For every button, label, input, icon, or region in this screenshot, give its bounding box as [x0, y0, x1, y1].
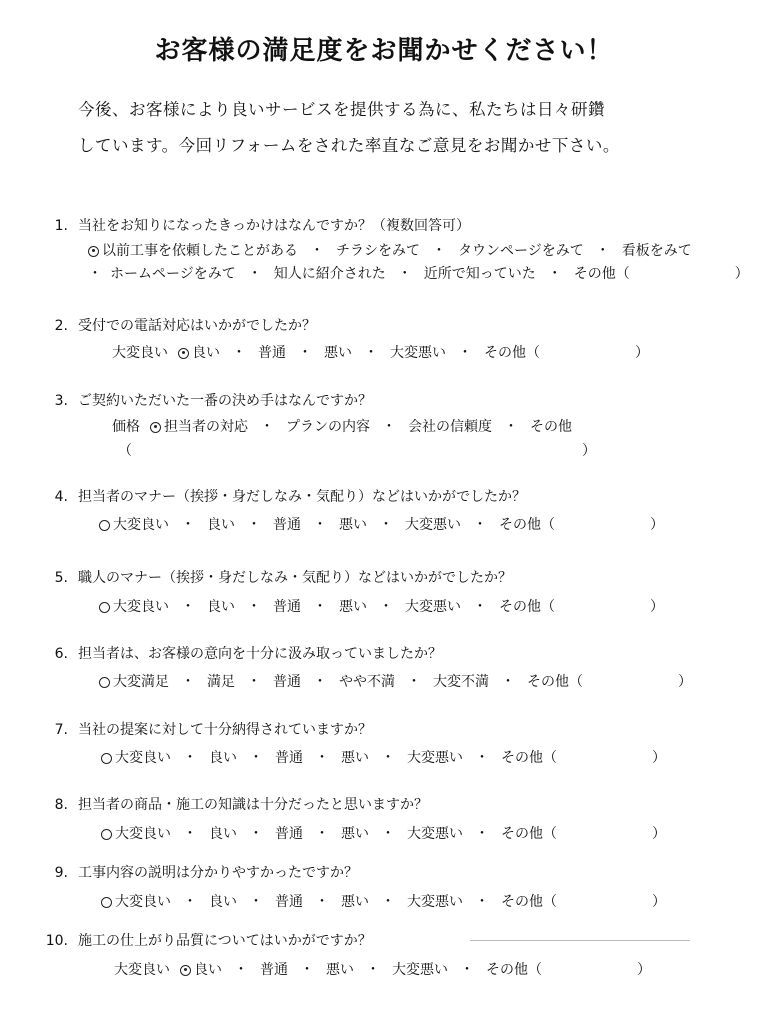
option-normal[interactable]: 普通 [273, 517, 301, 533]
separator: ・ [432, 243, 446, 259]
separator: ・ [407, 674, 421, 690]
option-bad[interactable]: 悪い [341, 894, 369, 910]
question-1-options-row-2 [88, 263, 749, 283]
option-bad[interactable]: 悪い [341, 826, 369, 842]
option-referral[interactable]: 知人に紹介された [273, 266, 386, 282]
question-2 [40, 315, 316, 335]
option-bad[interactable]: 悪い [339, 599, 367, 615]
option-other[interactable]: その他（ [486, 962, 542, 978]
question-text: 当社をお知りになったきっかけはなんですか？（複数回答可） [78, 218, 470, 234]
separator: ・ [458, 345, 472, 361]
separator: ・ [232, 345, 246, 361]
option-good[interactable]: 良い [207, 517, 235, 533]
question-text: ご契約いただいた一番の決め手はなんですか？ [78, 393, 372, 409]
question-number: 6. [54, 646, 68, 662]
option-other[interactable]: その他（ [573, 266, 630, 282]
option-very-bad[interactable]: 大変悪い [405, 517, 461, 533]
selected-circle-mark [99, 602, 110, 613]
question-text: 工事内容の説明は分かりやすかったですか？ [78, 865, 358, 881]
separator: ・ [473, 599, 487, 615]
separator: ・ [183, 750, 197, 766]
option-other[interactable]: その他（ [499, 599, 555, 615]
separator: ・ [397, 266, 412, 282]
close-paren: ） [652, 894, 666, 910]
close-paren: ） [678, 674, 692, 690]
question-4 [40, 486, 526, 506]
close-paren: ） [652, 826, 666, 842]
separator: ・ [249, 750, 263, 766]
option-signboard[interactable]: 看板をみて [621, 243, 692, 259]
option-bad[interactable]: 悪い [341, 750, 369, 766]
option-very-good[interactable]: 大変良い [112, 345, 168, 361]
option-normal[interactable]: 普通 [258, 345, 286, 361]
option-normal[interactable]: 普通 [275, 750, 303, 766]
selected-circle-mark [101, 897, 112, 908]
question-9 [40, 862, 358, 882]
option-good[interactable]: 良い [209, 750, 237, 766]
question-number: 7. [54, 722, 68, 738]
question-6 [40, 643, 442, 663]
option-very-bad[interactable]: 大変悪い [392, 962, 448, 978]
separator: ・ [315, 750, 329, 766]
question-number: 3. [54, 393, 68, 409]
question-1-options-row-1 [88, 240, 692, 260]
separator: ・ [381, 826, 395, 842]
option-good[interactable]: 良い [209, 826, 237, 842]
selected-circle-mark [150, 422, 161, 433]
separator: ・ [475, 826, 489, 842]
separator: ・ [298, 345, 312, 361]
question-9-options [101, 891, 666, 911]
option-previous-work[interactable]: 以前工事を依頼したことがある [88, 240, 298, 260]
option-other[interactable]: その他 [530, 419, 572, 435]
option-normal[interactable]: 普通 [275, 894, 303, 910]
question-number: 10. [45, 933, 68, 949]
question-5 [40, 567, 512, 587]
option-very-good[interactable]: 大変良い [101, 823, 171, 843]
separator: ・ [504, 419, 518, 435]
question-10-options [114, 959, 651, 979]
question-text: 施工の仕上がり品質についてはいかがですか？ [78, 933, 372, 949]
option-other[interactable]: その他（ [501, 750, 557, 766]
separator: ・ [181, 674, 195, 690]
option-normal[interactable]: 普通 [260, 962, 288, 978]
option-nearby[interactable]: 近所で知っていた [423, 266, 536, 282]
question-8-options [101, 823, 666, 843]
selected-circle-mark [101, 829, 112, 840]
separator: ・ [547, 266, 562, 282]
separator: ・ [181, 517, 195, 533]
option-town-page[interactable]: タウンページをみて [458, 243, 584, 259]
option-good[interactable]: 良い [180, 959, 222, 979]
separator: ・ [249, 826, 263, 842]
option-very-good[interactable]: 大変良い [99, 514, 169, 534]
question-number: 8. [54, 797, 68, 813]
option-very-good[interactable]: 大変良い [101, 891, 171, 911]
option-bad[interactable]: 悪い [326, 962, 354, 978]
option-very-bad[interactable]: 大変悪い [407, 750, 463, 766]
separator: ・ [475, 750, 489, 766]
option-very-bad[interactable]: 大変悪い [390, 345, 446, 361]
option-very-good[interactable]: 大変良い [101, 747, 171, 767]
option-other[interactable]: その他（ [527, 674, 583, 690]
separator: ・ [313, 517, 327, 533]
selected-circle-mark [178, 348, 189, 359]
separator: ・ [382, 419, 396, 435]
option-good[interactable]: 良い [178, 342, 220, 362]
option-bad[interactable]: 悪い [339, 517, 367, 533]
survey-title: お客様の満足度をお聞かせください！ [154, 36, 614, 66]
separator: ・ [183, 826, 197, 842]
option-price[interactable]: 価格 [112, 419, 140, 435]
separator: ・ [364, 345, 378, 361]
question-number: 2. [54, 318, 68, 334]
question-5-options [99, 596, 664, 616]
separator: ・ [247, 266, 262, 282]
question-7 [40, 719, 372, 739]
open-paren: （ [118, 443, 132, 459]
question-4-options [99, 514, 664, 534]
question-number: 4. [54, 489, 68, 505]
option-bad[interactable]: 悪い [324, 345, 352, 361]
option-very-good[interactable]: 大変良い [114, 962, 170, 978]
close-paren: ） [734, 266, 749, 282]
option-normal[interactable]: 普通 [273, 674, 301, 690]
option-flyer[interactable]: チラシをみて [336, 243, 420, 259]
question-number: 1. [54, 218, 68, 234]
question-text: 担当者の商品・施工の知識は十分だったと思いますか？ [78, 797, 428, 813]
question-3-other-field [118, 440, 596, 460]
question-3 [40, 390, 372, 410]
faint-rule-line [470, 940, 690, 941]
separator: ・ [247, 674, 261, 690]
option-homepage[interactable]: ホームページをみて [110, 266, 236, 282]
separator: ・ [249, 894, 263, 910]
separator: ・ [234, 962, 248, 978]
option-other[interactable]: その他（ [484, 345, 540, 361]
option-very-dissatisfied[interactable]: 大変不満 [433, 674, 489, 690]
question-text: 受付での電話対応はいかがでしたか？ [78, 318, 316, 334]
separator: ・ [315, 826, 329, 842]
question-text: 当社の提案に対して十分納得されていますか？ [78, 722, 372, 738]
question-number: 5. [54, 570, 68, 586]
option-very-bad[interactable]: 大変悪い [407, 826, 463, 842]
question-text: 担当者のマナー（挨拶・身だしなみ・気配り）などはいかがでしたか？ [78, 489, 526, 505]
option-good[interactable]: 良い [207, 599, 235, 615]
separator: ・ [183, 894, 197, 910]
option-plan-content[interactable]: プランの内容 [286, 419, 370, 435]
separator: ・ [181, 599, 195, 615]
separator: ・ [310, 243, 324, 259]
question-text: 担当者は、お客様の意向を十分に汲み取っていましたか？ [78, 646, 442, 662]
separator: ・ [473, 517, 487, 533]
option-other[interactable]: その他（ [501, 826, 557, 842]
option-normal[interactable]: 普通 [275, 826, 303, 842]
separator: ・ [381, 750, 395, 766]
intro-line-1: 今後、お客様により良いサービスを提供する為に、私たちは日々研鑽 [78, 100, 605, 119]
question-number: 9. [54, 865, 68, 881]
separator: ・ [313, 599, 327, 615]
option-other[interactable]: その他（ [499, 517, 555, 533]
separator: ・ [460, 962, 474, 978]
separator: ・ [247, 517, 261, 533]
question-6-options [99, 671, 692, 691]
separator: ・ [247, 599, 261, 615]
option-staff-response[interactable]: 担当者の対応 [150, 416, 248, 436]
close-paren: ） [637, 962, 651, 978]
option-normal[interactable]: 普通 [273, 599, 301, 615]
option-company-trust[interactable]: 会社の信頼度 [408, 419, 492, 435]
selected-circle-mark [99, 677, 110, 688]
close-paren: ） [582, 443, 596, 459]
selected-circle-mark [180, 965, 191, 976]
separator: ・ [300, 962, 314, 978]
separator: ・ [501, 674, 515, 690]
option-very-bad[interactable]: 大変悪い [407, 894, 463, 910]
separator: ・ [379, 599, 393, 615]
option-very-bad[interactable]: 大変悪い [405, 599, 461, 615]
question-3-options [112, 416, 572, 436]
separator: ・ [381, 894, 395, 910]
option-other[interactable]: その他（ [501, 894, 557, 910]
intro-line-2: しています。今回リフォームをされた率直なご意見をお聞かせ下さい。 [78, 136, 620, 155]
close-paren: ） [650, 599, 664, 615]
question-7-options [101, 747, 666, 767]
close-paren: ） [650, 517, 664, 533]
close-paren: ） [652, 750, 666, 766]
separator: ・ [379, 517, 393, 533]
option-very-satisfied[interactable]: 大変満足 [99, 671, 169, 691]
selected-circle-mark [99, 520, 110, 531]
separator: ・ [315, 894, 329, 910]
option-good[interactable]: 良い [209, 894, 237, 910]
option-very-good[interactable]: 大変良い [99, 596, 169, 616]
separator: ・ [313, 674, 327, 690]
selected-circle-mark [88, 246, 99, 257]
question-10 [40, 930, 372, 950]
option-somewhat-dissatisfied[interactable]: やや不満 [339, 674, 395, 690]
separator: ・ [88, 266, 102, 282]
selected-circle-mark [101, 753, 112, 764]
question-text: 職人のマナー（挨拶・身だしなみ・気配り）などはいかがでしたか？ [78, 570, 512, 586]
separator: ・ [366, 962, 380, 978]
close-paren: ） [635, 345, 649, 361]
separator: ・ [475, 894, 489, 910]
question-1 [40, 215, 470, 235]
separator: ・ [595, 243, 610, 259]
question-8 [40, 794, 428, 814]
separator: ・ [260, 419, 274, 435]
option-satisfied[interactable]: 満足 [207, 674, 235, 690]
question-2-options [112, 342, 649, 362]
